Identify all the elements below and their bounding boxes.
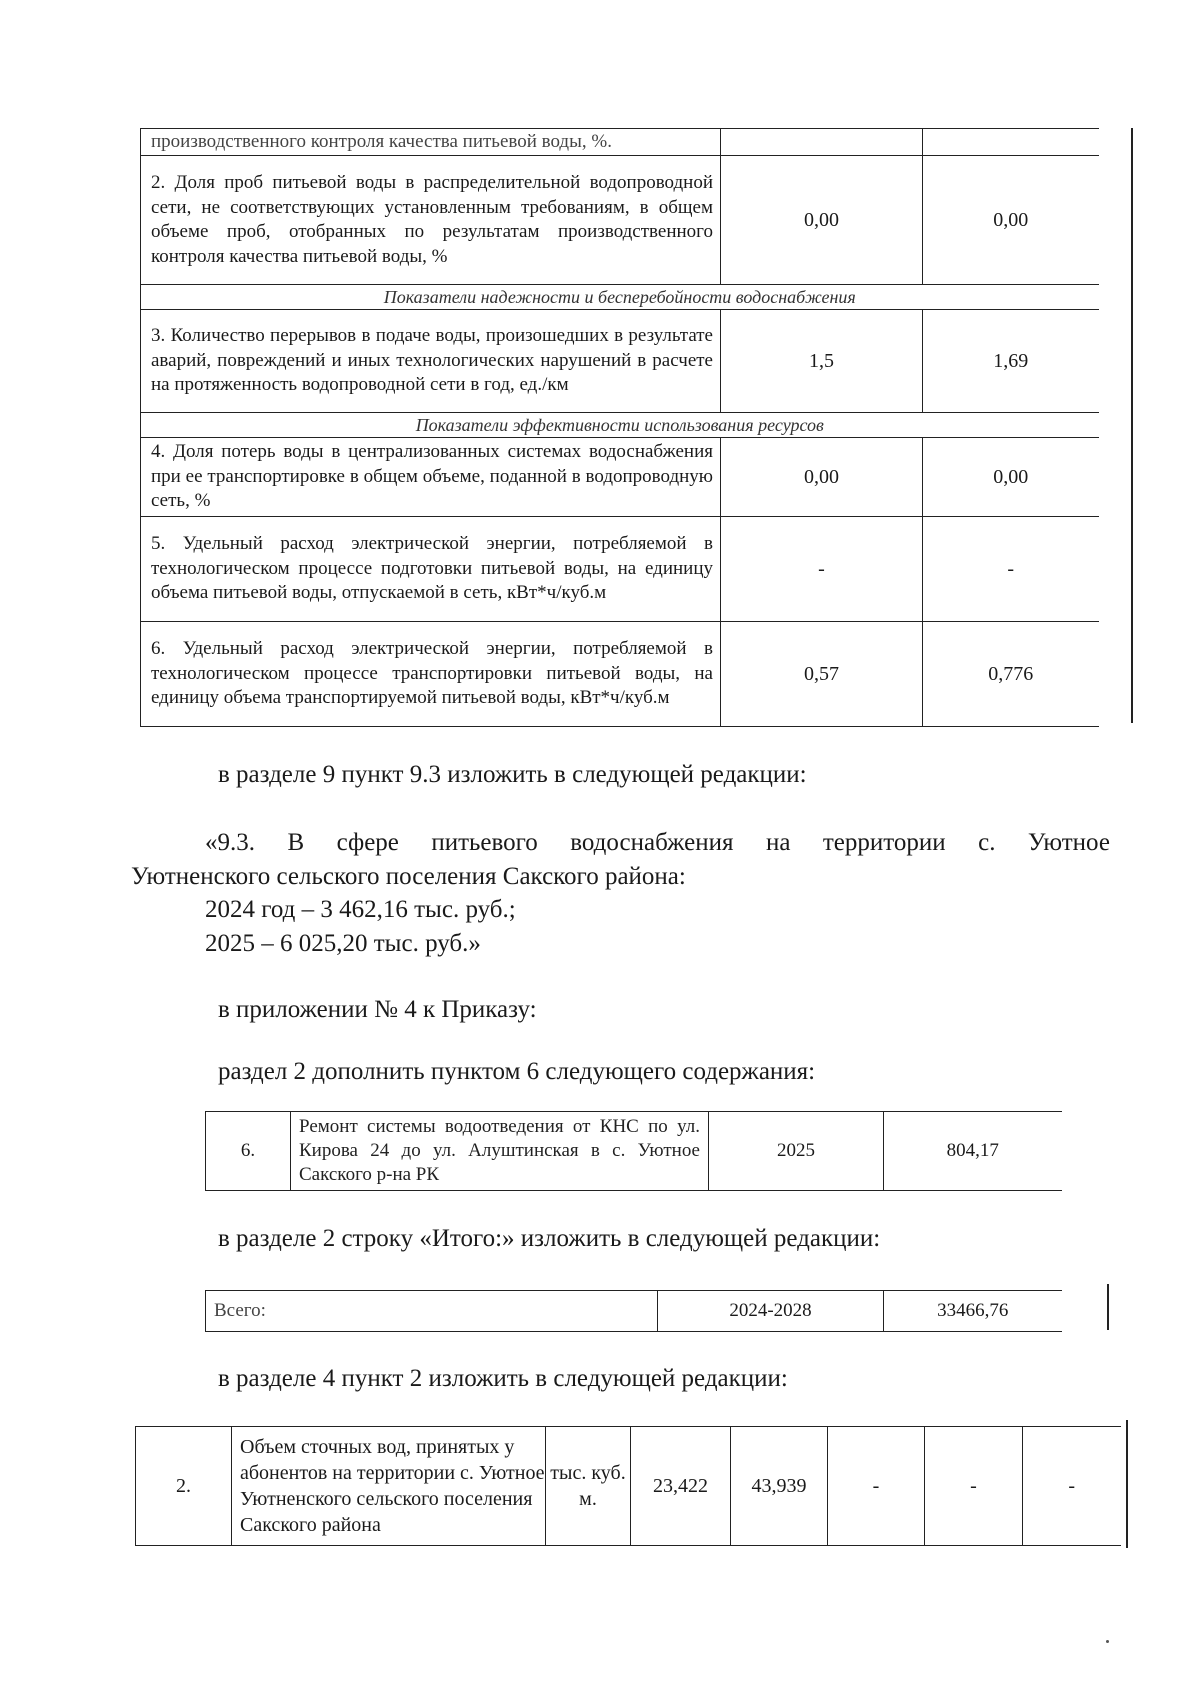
unit-of-measure: тыс. куб. м. bbox=[546, 1427, 631, 1546]
quote-word: питьевого bbox=[431, 829, 538, 856]
instruction-paragraph: в разделе 9 пункт 9.3 изложить в следующей редакции: bbox=[218, 761, 807, 788]
empty-cell bbox=[923, 129, 1099, 156]
work-amount: 804,17 bbox=[884, 1112, 1062, 1191]
table-row bbox=[136, 1427, 1121, 1546]
indicator-name: Объем сточных вод, принятых у абонентов на территории с. Уютное Уютненского сельского поселения Сакского района bbox=[232, 1427, 546, 1546]
row-number: 6. bbox=[206, 1112, 291, 1191]
quote-line-4: 2025 – 6 025,20 тыс. руб.» bbox=[205, 930, 481, 957]
table-row bbox=[206, 1291, 1062, 1332]
year-value: 23,422 bbox=[631, 1427, 731, 1546]
quote-word: водоснабжения bbox=[570, 829, 734, 856]
indicator-text: 4. Доля потерь воды в централизованных системах водоснабжения при ее транспортировке в общем объеме, поданной в водопроводную сеть, % bbox=[141, 438, 721, 517]
indicator-value-2: 1,69 bbox=[923, 310, 1099, 413]
quote-line-2: Уютненского сельского поселения Сакского района: bbox=[131, 863, 686, 890]
total-label: Всего: bbox=[206, 1291, 658, 1332]
indicator-value-1: 0,00 bbox=[721, 438, 923, 517]
indicators-table bbox=[140, 128, 1099, 727]
quote-word: с. bbox=[978, 829, 996, 856]
empty-cell bbox=[721, 129, 923, 156]
year-value: - bbox=[925, 1427, 1023, 1546]
scan-speck bbox=[1106, 1640, 1109, 1643]
work-description: Ремонт системы водоотведения от КНС по ул. Кирова 24 до ул. Алуштинская в с. Уютное Сакского р-на РК bbox=[291, 1112, 709, 1191]
quote-word: В bbox=[287, 829, 305, 856]
total-table bbox=[205, 1290, 1062, 1332]
year-value: 43,939 bbox=[731, 1427, 828, 1546]
year-value: - bbox=[828, 1427, 925, 1546]
work-year: 2025 bbox=[709, 1112, 884, 1191]
section-heading: Показатели надежности и бесперебойности водоснабжения bbox=[141, 285, 1099, 310]
section-heading: Показатели эффективности использования ресурсов bbox=[141, 413, 1099, 438]
quote-word: на bbox=[765, 829, 791, 856]
quote-word: территории bbox=[822, 829, 946, 856]
indicator-value-2: 0,00 bbox=[923, 156, 1099, 285]
table-row bbox=[141, 622, 1099, 727]
repair-table bbox=[205, 1111, 1062, 1191]
quote-line-3: 2024 год – 3 462,16 тыс. руб.; bbox=[205, 896, 516, 923]
quote-word: «9.3. bbox=[205, 829, 255, 856]
total-amount: 33466,76 bbox=[884, 1291, 1062, 1332]
indicator-text: 6. Удельный расход электрической энергии, потребляемой в технологическом процессе транспортировки питьевой воды, на единицу объема транспортируемой питьевой воды, кВт*ч/куб.м bbox=[141, 622, 721, 727]
quote-word: Уютное bbox=[1027, 829, 1110, 856]
quote-word: сфере bbox=[336, 829, 399, 856]
scan-edge-line bbox=[1107, 1284, 1109, 1330]
instruction-paragraph: в приложении № 4 к Приказу: bbox=[218, 996, 537, 1023]
indicator-value-2: 0,776 bbox=[923, 622, 1099, 727]
indicator-value-1: 0,57 bbox=[721, 622, 923, 727]
quote-line-1 bbox=[205, 826, 1110, 860]
table-row bbox=[141, 517, 1099, 622]
scan-edge-line bbox=[1131, 128, 1133, 723]
indicator-value-2: - bbox=[923, 517, 1099, 622]
instruction-paragraph: в разделе 2 строку «Итого:» изложить в следующей редакции: bbox=[218, 1225, 881, 1252]
indicator-value-1: 0,00 bbox=[721, 156, 923, 285]
volume-table bbox=[135, 1426, 1121, 1546]
section-row bbox=[141, 413, 1099, 438]
table-row bbox=[141, 310, 1099, 413]
table-row bbox=[141, 156, 1099, 285]
indicator-value-2: 0,00 bbox=[923, 438, 1099, 517]
continuation-text: производственного контроля качества питьевой воды, %. bbox=[141, 129, 721, 156]
table-row bbox=[141, 129, 1099, 156]
total-period: 2024-2028 bbox=[658, 1291, 884, 1332]
table-row bbox=[206, 1112, 1062, 1191]
indicator-value-1: - bbox=[721, 517, 923, 622]
instruction-paragraph: раздел 2 дополнить пунктом 6 следующего содержания: bbox=[218, 1058, 816, 1085]
indicator-text: 2. Доля проб питьевой воды в распределительной водопроводной сети, не соответствующих установленным требованиям, в общем объеме проб, отобранных по результатам производственного контроля качества питьевой воды, % bbox=[141, 156, 721, 285]
row-number: 2. bbox=[136, 1427, 232, 1546]
scan-edge-line bbox=[1126, 1420, 1128, 1548]
section-row bbox=[141, 285, 1099, 310]
indicator-text: 3. Количество перерывов в подаче воды, произошедших в результате аварий, повреждений и иных технологических нарушений в расчете на протяженность водопроводной сети в год, ед./км bbox=[141, 310, 721, 413]
indicator-value-1: 1,5 bbox=[721, 310, 923, 413]
instruction-paragraph: в разделе 4 пункт 2 изложить в следующей редакции: bbox=[218, 1365, 788, 1392]
indicator-text: 5. Удельный расход электрической энергии, потребляемой в технологическом процессе подготовки питьевой воды, на единицу объема питьевой воды, отпускаемой в сеть, кВт*ч/куб.м bbox=[141, 517, 721, 622]
table-row bbox=[141, 438, 1099, 517]
year-value: - bbox=[1023, 1427, 1121, 1546]
